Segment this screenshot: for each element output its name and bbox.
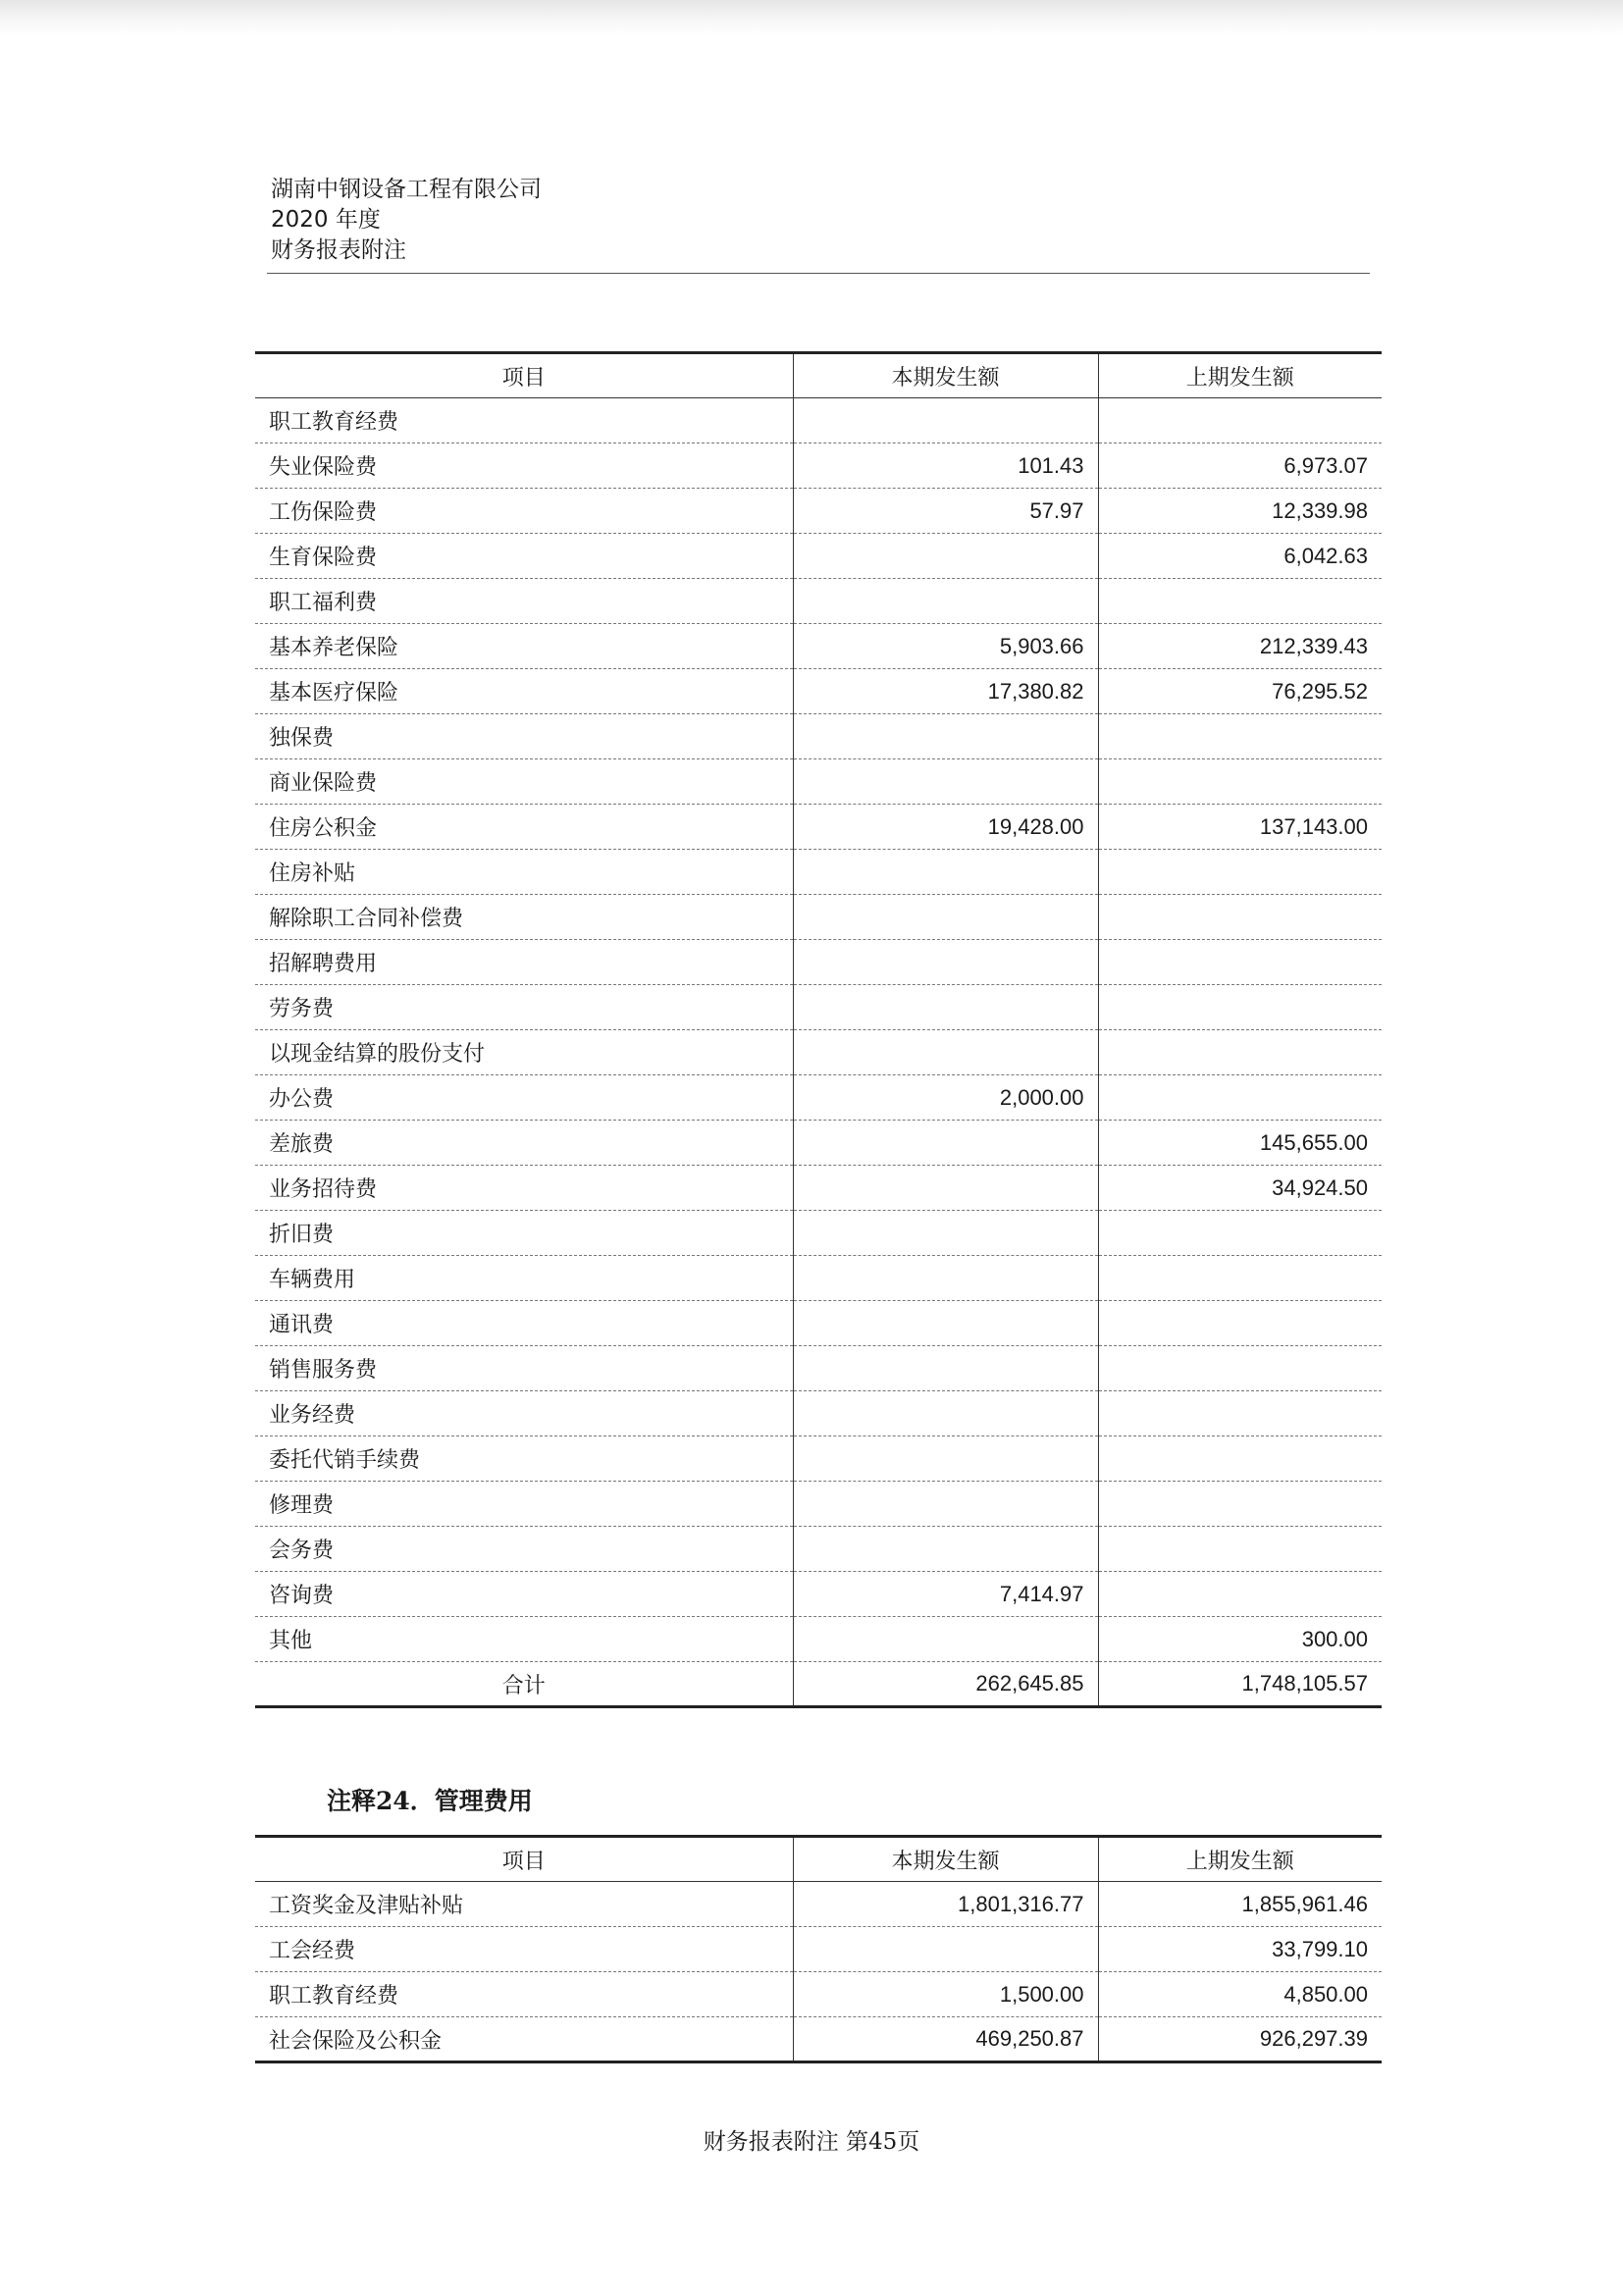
- row-prior-amount: [1098, 579, 1382, 624]
- row-item: 社会保险及公积金: [255, 2017, 793, 2062]
- column-header-item: 项目: [255, 353, 793, 398]
- row-current-amount: 57.97: [793, 489, 1098, 534]
- row-item: 业务经费: [255, 1391, 793, 1436]
- row-item: 基本医疗保险: [255, 669, 793, 714]
- column-header-current: 本期发生额: [793, 1837, 1098, 1882]
- row-item: 办公费: [255, 1075, 793, 1121]
- row-item: 修理费: [255, 1482, 793, 1527]
- row-current-amount: [793, 1166, 1098, 1211]
- row-prior-amount: [1098, 985, 1382, 1030]
- table2-body: [255, 1837, 1382, 2062]
- row-item: 会务费: [255, 1527, 793, 1572]
- row-prior-amount: 12,339.98: [1098, 489, 1382, 534]
- row-current-amount: 19,428.00: [793, 805, 1098, 850]
- row-item: 工伤保险费: [255, 489, 793, 534]
- row-item: 生育保险费: [255, 534, 793, 579]
- row-prior-amount: [1098, 850, 1382, 895]
- row-prior-amount: [1098, 1436, 1382, 1482]
- row-prior-amount: 1,855,961.46: [1098, 1882, 1382, 1927]
- row-item: 折旧费: [255, 1211, 793, 1256]
- row-prior-amount: [1098, 1301, 1382, 1346]
- row-current-amount: [793, 1346, 1098, 1391]
- table-row: [255, 805, 1382, 850]
- table-row: [255, 1121, 1382, 1166]
- row-current-amount: [793, 1301, 1098, 1346]
- row-current-amount: [793, 398, 1098, 444]
- table-row: [255, 624, 1382, 669]
- row-current-amount: 469,250.87: [793, 2017, 1098, 2062]
- row-item: 职工福利费: [255, 579, 793, 624]
- row-item: 失业保险费: [255, 444, 793, 489]
- row-item: 销售服务费: [255, 1346, 793, 1391]
- row-current-amount: [793, 1436, 1098, 1482]
- row-current-amount: [793, 850, 1098, 895]
- table-row: [255, 895, 1382, 940]
- table-header-row: [255, 353, 1382, 398]
- row-current-amount: [793, 714, 1098, 759]
- row-current-amount: 1,500.00: [793, 1972, 1098, 2017]
- table-row: [255, 1346, 1382, 1391]
- table-row: [255, 714, 1382, 759]
- table-row: [255, 1075, 1382, 1121]
- row-current-amount: [793, 579, 1098, 624]
- row-item: 咨询费: [255, 1572, 793, 1617]
- row-current-amount: [793, 940, 1098, 985]
- row-prior-amount: 926,297.39: [1098, 2017, 1382, 2062]
- row-item: 车辆费用: [255, 1256, 793, 1301]
- total-label: 合计: [255, 1662, 793, 1707]
- table-row: [255, 1972, 1382, 2017]
- row-item: 职工教育经费: [255, 1972, 793, 2017]
- scan-edge: [0, 0, 1623, 35]
- row-item: 劳务费: [255, 985, 793, 1030]
- row-current-amount: 5,903.66: [793, 624, 1098, 669]
- table-row: [255, 1211, 1382, 1256]
- table-row: [255, 1391, 1382, 1436]
- total-prior-amount: 1,748,105.57: [1098, 1662, 1382, 1707]
- table-row: [255, 579, 1382, 624]
- row-item: 商业保险费: [255, 759, 793, 805]
- row-prior-amount: [1098, 1391, 1382, 1436]
- table-row: [255, 534, 1382, 579]
- row-item: 职工教育经费: [255, 398, 793, 444]
- table-row: [255, 940, 1382, 985]
- page-footer: 财务报表附注 第45页: [703, 2129, 920, 2155]
- table-row: [255, 1572, 1382, 1617]
- column-header-prior: 上期发生额: [1098, 353, 1382, 398]
- table-row: [255, 850, 1382, 895]
- company-name: 湖南中钢设备工程有限公司: [271, 177, 542, 202]
- table-row: [255, 985, 1382, 1030]
- table1-body: [255, 353, 1382, 1707]
- row-prior-amount: [1098, 1346, 1382, 1391]
- row-prior-amount: 300.00: [1098, 1617, 1382, 1662]
- row-item: 其他: [255, 1617, 793, 1662]
- row-current-amount: [793, 1030, 1098, 1075]
- table-row: [255, 1927, 1382, 1972]
- row-current-amount: [793, 895, 1098, 940]
- section-title: 注释24．管理费用: [327, 1787, 533, 1815]
- row-prior-amount: 145,655.00: [1098, 1121, 1382, 1166]
- table-row: [255, 1617, 1382, 1662]
- row-current-amount: 2,000.00: [793, 1075, 1098, 1121]
- row-current-amount: [793, 1211, 1098, 1256]
- header-divider: [267, 273, 1370, 274]
- row-prior-amount: 4,850.00: [1098, 1972, 1382, 2017]
- row-prior-amount: [1098, 1527, 1382, 1572]
- row-prior-amount: [1098, 1256, 1382, 1301]
- row-prior-amount: [1098, 940, 1382, 985]
- row-prior-amount: 76,295.52: [1098, 669, 1382, 714]
- row-current-amount: [793, 1617, 1098, 1662]
- row-prior-amount: [1098, 1211, 1382, 1256]
- table-row: [255, 1030, 1382, 1075]
- row-current-amount: [793, 1256, 1098, 1301]
- row-current-amount: [793, 1527, 1098, 1572]
- row-item: 招解聘费用: [255, 940, 793, 985]
- row-item: 工会经费: [255, 1927, 793, 1972]
- row-current-amount: 1,801,316.77: [793, 1882, 1098, 1927]
- row-current-amount: [793, 985, 1098, 1030]
- row-item: 差旅费: [255, 1121, 793, 1166]
- row-item: 委托代销手续费: [255, 1436, 793, 1482]
- row-current-amount: [793, 534, 1098, 579]
- row-prior-amount: [1098, 1482, 1382, 1527]
- table-row: [255, 1527, 1382, 1572]
- table-header-row: [255, 1837, 1382, 1882]
- row-current-amount: [793, 1121, 1098, 1166]
- row-prior-amount: 212,339.43: [1098, 624, 1382, 669]
- row-prior-amount: [1098, 714, 1382, 759]
- table-row: [255, 444, 1382, 489]
- table-row: [255, 1166, 1382, 1211]
- row-prior-amount: [1098, 1075, 1382, 1121]
- row-current-amount: 17,380.82: [793, 669, 1098, 714]
- row-current-amount: [793, 1391, 1098, 1436]
- row-item: 住房补贴: [255, 850, 793, 895]
- row-prior-amount: 34,924.50: [1098, 1166, 1382, 1211]
- document-title: 财务报表附注: [271, 237, 406, 263]
- table-row: [255, 1882, 1382, 1927]
- row-item: 独保费: [255, 714, 793, 759]
- row-prior-amount: 6,973.07: [1098, 444, 1382, 489]
- table-row: [255, 1301, 1382, 1346]
- table-row: [255, 1436, 1382, 1482]
- row-current-amount: [793, 1927, 1098, 1972]
- report-year: 2020 年度: [271, 207, 381, 233]
- row-prior-amount: [1098, 1572, 1382, 1617]
- row-current-amount: [793, 1482, 1098, 1527]
- table-row: [255, 1482, 1382, 1527]
- row-current-amount: 7,414.97: [793, 1572, 1098, 1617]
- table-row: [255, 669, 1382, 714]
- row-item: 住房公积金: [255, 805, 793, 850]
- row-item: 基本养老保险: [255, 624, 793, 669]
- table-row: [255, 2017, 1382, 2062]
- row-current-amount: 101.43: [793, 444, 1098, 489]
- table-row: [255, 1256, 1382, 1301]
- row-prior-amount: [1098, 895, 1382, 940]
- column-header-current: 本期发生额: [793, 353, 1098, 398]
- row-item: 以现金结算的股份支付: [255, 1030, 793, 1075]
- table-row: [255, 489, 1382, 534]
- row-prior-amount: 6,042.63: [1098, 534, 1382, 579]
- total-row: [255, 1662, 1382, 1707]
- row-prior-amount: 137,143.00: [1098, 805, 1382, 850]
- total-current-amount: 262,645.85: [793, 1662, 1098, 1707]
- table-row: [255, 759, 1382, 805]
- column-header-prior: 上期发生额: [1098, 1837, 1382, 1882]
- admin-expense-table: [255, 1835, 1382, 2063]
- row-item: 工资奖金及津贴补贴: [255, 1882, 793, 1927]
- row-item: 解除职工合同补偿费: [255, 895, 793, 940]
- column-header-item: 项目: [255, 1837, 793, 1882]
- table-row: [255, 398, 1382, 444]
- row-prior-amount: [1098, 1030, 1382, 1075]
- row-current-amount: [793, 759, 1098, 805]
- row-item: 通讯费: [255, 1301, 793, 1346]
- row-item: 业务招待费: [255, 1166, 793, 1211]
- row-prior-amount: [1098, 759, 1382, 805]
- document-header: [271, 175, 1370, 266]
- row-prior-amount: [1098, 398, 1382, 444]
- selling-expense-table: [255, 351, 1382, 1708]
- row-prior-amount: 33,799.10: [1098, 1927, 1382, 1972]
